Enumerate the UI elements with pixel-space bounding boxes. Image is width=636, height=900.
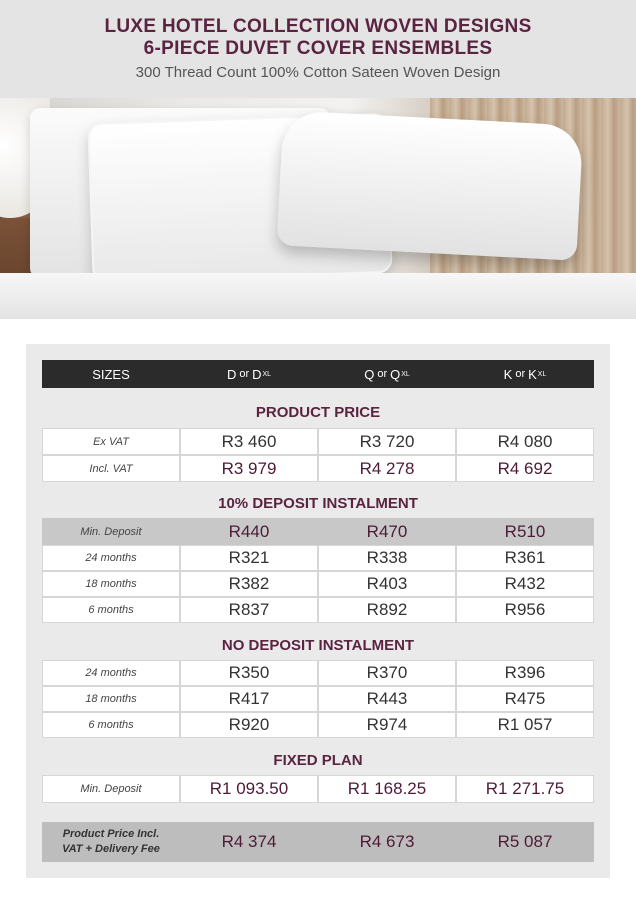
price-cell (456, 518, 594, 545)
table-row (42, 686, 594, 712)
size-code-xl: D (252, 366, 262, 382)
or-text: or (515, 368, 526, 380)
sizes-header-row (42, 360, 594, 388)
row-label: Incl. VAT (89, 462, 133, 475)
price-value: R837 (228, 600, 270, 619)
xl-superscript: XL (262, 370, 272, 378)
price-cell (180, 518, 318, 545)
total-value: R4 673 (359, 832, 415, 851)
price-cell (456, 455, 594, 482)
or-text: or (239, 368, 250, 380)
section-title-product-price: PRODUCT PRICE (255, 404, 381, 421)
or-text: or (377, 368, 388, 380)
price-cell (318, 455, 456, 482)
page-header (0, 0, 636, 98)
price-cell (456, 775, 594, 803)
price-cell (318, 428, 456, 455)
xl-superscript: XL (401, 370, 410, 378)
price-value: R892 (366, 600, 408, 619)
price-cell (318, 686, 456, 712)
price-cell (180, 686, 318, 712)
row-label-cell (42, 455, 180, 482)
row-label-cell (42, 686, 180, 712)
row-label-cell (42, 660, 180, 686)
table-row (42, 597, 594, 623)
price-cell (318, 660, 456, 686)
price-cell (318, 518, 456, 545)
price-value: R4 278 (359, 458, 415, 478)
row-label-cell (42, 775, 180, 803)
total-cell (180, 822, 318, 862)
price-value: R370 (366, 663, 408, 682)
price-cell (180, 455, 318, 482)
price-value: R956 (504, 600, 546, 619)
row-label-cell (42, 545, 180, 571)
price-cell (456, 660, 594, 686)
price-value: R4 080 (497, 431, 553, 451)
size-code: K (503, 366, 513, 382)
price-cell (180, 712, 318, 738)
price-value: R321 (228, 548, 270, 567)
sizes-header: SIZES (92, 366, 130, 382)
row-label: Ex VAT (93, 435, 129, 448)
row-label: 6 months (88, 719, 134, 731)
section-title-deposit-instalment: 10% DEPOSIT INSTALMENT (218, 495, 418, 512)
price-value: R432 (504, 574, 546, 593)
price-value: R974 (366, 715, 408, 734)
pillow-right (277, 110, 584, 261)
table-row (42, 428, 594, 455)
price-cell (180, 660, 318, 686)
size-code-xl: K (528, 366, 537, 382)
row-label: Min. Deposit (80, 525, 142, 538)
table-row (42, 712, 594, 738)
price-value: R403 (366, 574, 408, 593)
price-value: R920 (228, 715, 270, 734)
total-label (62, 827, 160, 857)
page-title-line1: LUXE HOTEL COLLECTION WOVEN DESIGNS (104, 16, 532, 37)
table-row (42, 571, 594, 597)
price-value: R1 168.25 (347, 779, 427, 798)
total-cell (456, 822, 594, 862)
price-cell (456, 545, 594, 571)
price-value: R361 (504, 548, 546, 567)
price-cell (318, 597, 456, 623)
table-row (42, 660, 594, 686)
row-label: 24 months (85, 667, 137, 679)
table-row (42, 455, 594, 482)
section-title-no-deposit-instalment: NO DEPOSIT INSTALMENT (221, 637, 415, 654)
price-value: R338 (366, 548, 408, 567)
row-label: 18 months (85, 693, 137, 705)
price-value: R3 460 (221, 431, 277, 451)
row-label: 18 months (85, 578, 137, 590)
price-cell (318, 775, 456, 803)
price-cell (180, 597, 318, 623)
price-cell (318, 712, 456, 738)
table-row (42, 545, 594, 571)
price-value: R475 (504, 689, 546, 708)
price-cell (180, 545, 318, 571)
xl-superscript: XL (537, 370, 547, 378)
price-value: R382 (228, 574, 270, 593)
hero-image-pillows (0, 98, 636, 319)
page-title-line2: 6-PIECE DUVET COVER ENSEMBLES (143, 38, 493, 59)
price-cell (456, 712, 594, 738)
size-queen-header (318, 360, 456, 388)
total-cell (318, 822, 456, 862)
total-value: R5 087 (497, 832, 553, 851)
price-cell (456, 686, 594, 712)
row-label-cell (42, 428, 180, 455)
price-value: R510 (504, 521, 546, 541)
size-king-header (456, 360, 594, 388)
row-label-cell (42, 712, 180, 738)
price-value: R443 (366, 689, 408, 708)
total-value: R4 374 (221, 832, 277, 851)
price-cell (180, 775, 318, 803)
price-value: R3 979 (221, 458, 277, 478)
price-cell (318, 571, 456, 597)
page-subtitle: 300 Thread Count 100% Cotton Sateen Woven Design (135, 64, 501, 81)
price-value: R1 093.50 (209, 779, 289, 798)
total-label-cell (42, 822, 180, 862)
price-cell (180, 571, 318, 597)
price-value: R396 (504, 663, 546, 682)
price-cell (456, 428, 594, 455)
size-code: Q (364, 366, 375, 382)
total-row (42, 822, 594, 862)
row-label-cell (42, 518, 180, 545)
row-label-cell (42, 597, 180, 623)
row-label-cell (42, 571, 180, 597)
size-code-xl: Q (390, 366, 401, 382)
price-cell (456, 571, 594, 597)
row-label: 6 months (88, 604, 134, 616)
price-value: R417 (228, 689, 270, 708)
price-value: R350 (228, 663, 270, 682)
price-value: R3 720 (359, 431, 415, 451)
price-value: R1 057 (497, 715, 553, 734)
size-double-header (180, 360, 318, 388)
price-cell (180, 428, 318, 455)
row-label: Min. Deposit (80, 783, 142, 795)
bed-decor (0, 273, 636, 319)
price-cell (318, 545, 456, 571)
total-label-line2: VAT + Delivery Fee (62, 843, 160, 855)
size-code: D (226, 366, 237, 382)
price-value: R470 (366, 521, 408, 541)
table-row (42, 518, 594, 545)
row-label: 24 months (85, 552, 137, 564)
price-value: R440 (228, 521, 270, 541)
price-value: R1 271.75 (485, 779, 565, 798)
price-cell (456, 597, 594, 623)
price-value: R4 692 (497, 458, 553, 478)
total-label-line1: Product Price Incl. (62, 828, 160, 840)
section-title-fixed-plan: FIXED PLAN (273, 752, 363, 769)
table-row (42, 775, 594, 803)
